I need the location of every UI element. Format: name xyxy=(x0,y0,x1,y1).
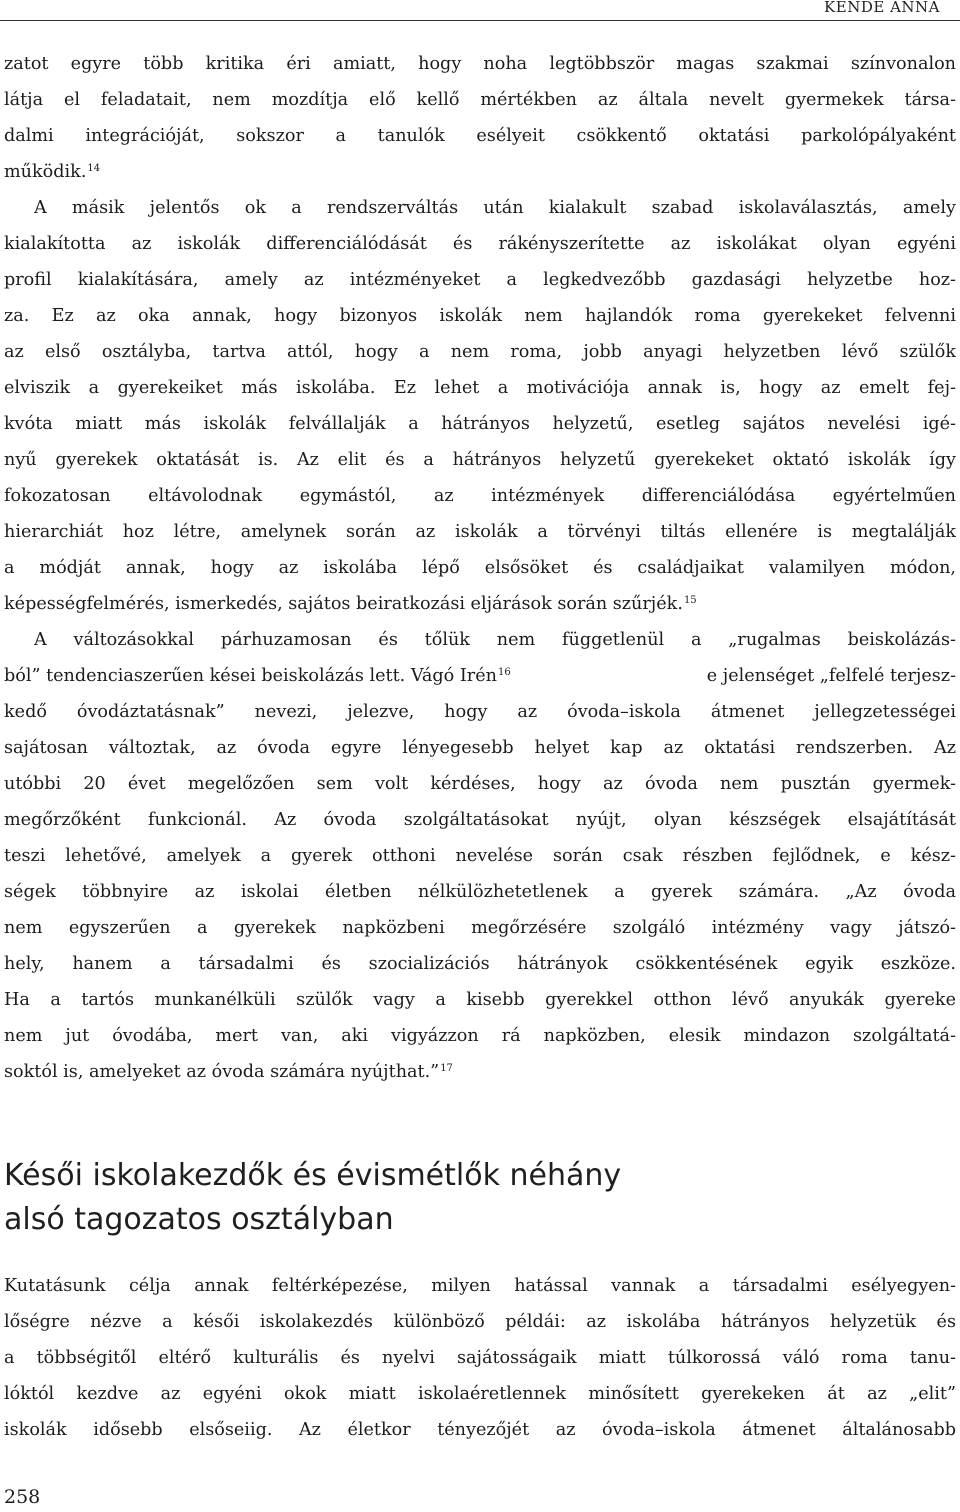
text-run: ból” tendenciaszerűen kései beiskolázás lett. Vágó Irén xyxy=(4,666,497,686)
text-line: Kutatásunk célja annak feltérképezése, milyen hatással vannak a társadalmi esélyegyen- xyxy=(4,1276,956,1296)
text-line: az első osztályba, tartva attól, hogy a nem roma, jobb anyagi helyzetben lévő szülők xyxy=(4,342,956,362)
text-line: megőrzőként funkcionál. Az óvoda szolgáltatásokat nyújt, olyan készségek elsajátítását xyxy=(4,810,956,830)
text-line: kedő óvodáztatásnak” nevezi, jelezve, hogy az óvoda–iskola átmenet jellegzetességei xyxy=(4,702,956,722)
footnote-marker[interactable]: 14 xyxy=(87,163,101,174)
text-line: fokozatosan eltávolodnak egymástól, az intézmények differenciálódása egyértelműen xyxy=(4,486,956,506)
text-line: elviszik a gyerekeiket más iskolába. Ez lehet a motivációja annak is, hogy az emelt fej- xyxy=(4,378,956,398)
text-line: za. Ez az oka annak, hogy bizonyos iskolák nem hajlandók roma gyerekeket felvenni xyxy=(4,306,956,326)
text-line: a többségitől eltérő kulturális és nyelvi sajátosságaik miatt túlkorossá váló roma tanu- xyxy=(4,1348,956,1368)
text-line: zatot egyre több kritika éri amiatt, hogy noha legtöbbször magas szakmai színvonalon xyxy=(4,54,956,74)
text-line xyxy=(4,659,956,693)
text-line: sajátosan változtak, az óvoda egyre lényegesebb helyet kap az oktatási rendszerben. Az xyxy=(4,738,956,758)
text-line: profil kialakítására, amely az intézményeket a legkedvezőbb gazdasági helyzetbe hoz- xyxy=(4,270,956,290)
footnote-marker[interactable]: 17 xyxy=(440,1063,453,1074)
text-line: A másik jelentős ok a rendszerváltás után kialakult szabad iskolaválasztás, amely xyxy=(34,198,956,218)
text-line xyxy=(4,587,956,621)
text-run xyxy=(4,659,511,693)
text-run: működik. xyxy=(4,162,87,182)
text-line: dalmi integrációját, sokszor a tanulók esélyeit csökkentő oktatási parkolópályaként xyxy=(4,126,956,146)
text-line: nem jut óvodába, mert van, aki vigyázzon rá napközben, elesik mindazon szolgáltatá- xyxy=(4,1026,956,1046)
text-line: hierarchiát hoz létre, amelynek során az iskolák a törvényi tiltás ellenére is megtalálják xyxy=(4,522,956,542)
text-line: a módját annak, hogy az iskolába lépő elsősöket és családjaikat valamilyen módon, xyxy=(4,558,956,578)
text-line xyxy=(4,155,956,189)
text-line: nem egyszerűen a gyerekek napközbeni megőrzésére szolgáló intézmény vagy játszó- xyxy=(4,918,956,938)
footnote-marker[interactable]: 16 xyxy=(497,667,511,678)
text-line: nyű gyerekek oktatását is. Az elit és a hátrányos helyzetű gyerekeket oktató iskolák így xyxy=(4,450,956,470)
text-run: képességfelmérés, ismerkedés, sajátos beiratkozási eljárások során szűrjék. xyxy=(4,594,683,614)
running-header: KENDE ANNA xyxy=(824,0,940,16)
text-run: soktól is, amelyeket az óvoda számára nyújthat.” xyxy=(4,1062,440,1082)
text-line: teszi lehetővé, amelyek a gyerek otthoni nevelése során csak részben fejlődnek, e kész- xyxy=(4,846,956,866)
footnote-marker[interactable]: 15 xyxy=(683,595,697,606)
text-line: lőségre nézve a késői iskolakezdés különböző példái: az iskolába hátrányos helyzetük és xyxy=(4,1312,956,1332)
text-line: látja el feladatait, nem mozdítja elő kellő mértékben az általa nevelt gyermekek társa- xyxy=(4,90,956,110)
text-line: lóktól kezdve az egyéni okok miatt iskolaéretlennek minősített gyerekeken át az „elit” xyxy=(4,1384,956,1404)
page-number: 258 xyxy=(4,1486,41,1508)
text-line: A változásokkal párhuzamosan és tőlük nem függetlenül a „rugalmas beiskolázás- xyxy=(34,630,956,650)
section-heading-line: Késői iskolakezdők és évismétlők néhány xyxy=(4,1158,622,1193)
text-line: Ha a tartós munkanélküli szülők vagy a kisebb gyerekkel otthon lévő anyukák gyereke xyxy=(4,990,956,1010)
text-line: kialakította az iskolák differenciálódását és rákényszerítette az iskolákat olyan egyéni xyxy=(4,234,956,254)
section-heading-line: alsó tagozatos osztályban xyxy=(4,1202,394,1237)
text-line: hely, hanem a társadalmi és szocializációs hátrányok csökkentésének egyik eszköze. xyxy=(4,954,956,974)
text-line: iskolák idősebb elsőseiig. Az életkor tényezőjét az óvoda–iskola átmenet általánosabb xyxy=(4,1420,956,1440)
header-rule xyxy=(0,20,960,21)
text-run: e jelenséget „felfelé terjesz- xyxy=(706,666,956,686)
text-line xyxy=(4,1055,956,1089)
text-line: ségek többnyire az iskolai életben nélkülözhetetlenek a gyerek számára. „Az óvoda xyxy=(4,882,956,902)
text-line: utóbbi 20 évet megelőzően sem volt kérdéses, hogy az óvoda nem pusztán gyermek- xyxy=(4,774,956,794)
text-line: kvóta miatt más iskolák felvállalják a hátrányos helyzetű, esetleg sajátos nevelési igé- xyxy=(4,414,956,434)
